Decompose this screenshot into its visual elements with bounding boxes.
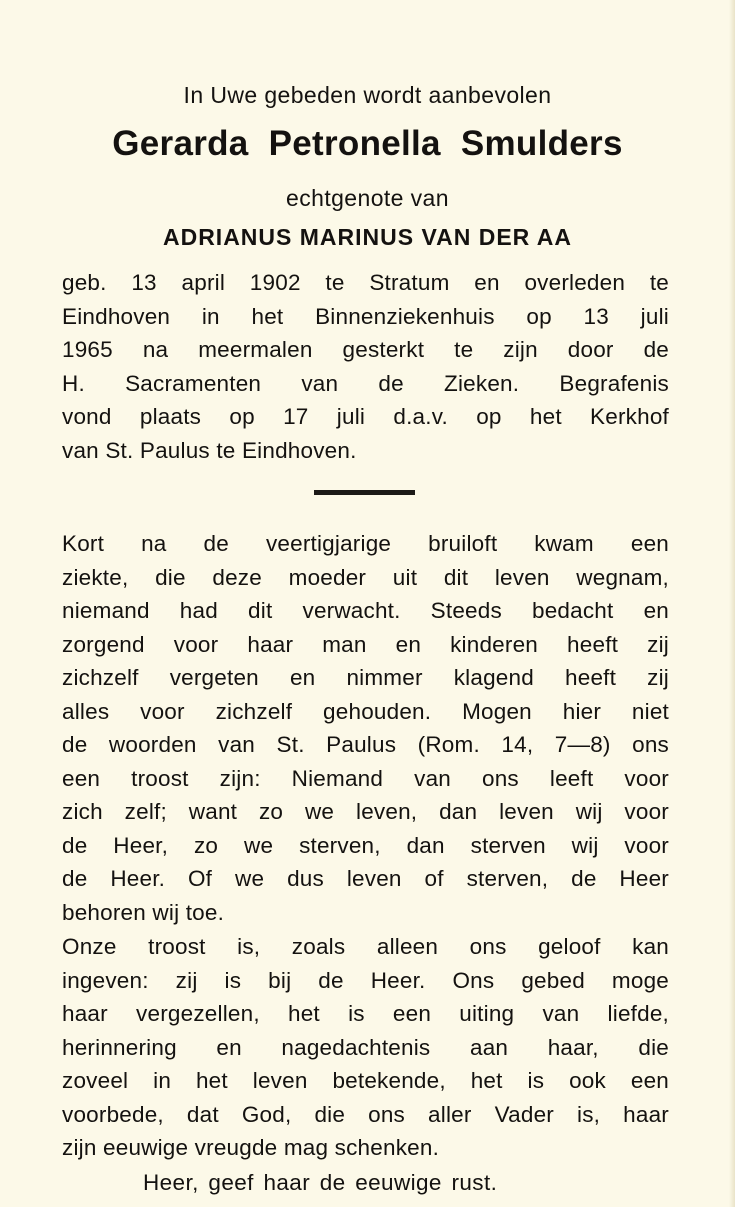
text-line: niemand had dit verwacht. Steeds bedacht en xyxy=(62,598,669,623)
intro-text: In Uwe gebeden wordt aanbevolen xyxy=(183,82,552,108)
bio-line: geb. 13 april 1902 te Stratum en overleden te xyxy=(62,270,669,295)
bio-line: Eindhoven in het Binnenziekenhuis op 13 juli xyxy=(62,303,669,329)
text-line: de Heer, zo we sterven, dan sterven wij voor xyxy=(62,832,669,858)
spouse-intro: echtgenote van xyxy=(286,185,449,211)
divider-rule xyxy=(314,490,415,495)
text-line: zichzelf vergeten en nimmer klagend heeft zij xyxy=(62,665,669,690)
text-line: haar vergezellen, het is een uiting van liefde, xyxy=(62,1001,669,1026)
text-line: alles voor zichzelf gehouden. Mogen hier niet xyxy=(62,698,669,724)
text-line: behoren wij toe. xyxy=(62,899,225,925)
bio-line: 1965 na meermalen gesterkt te zijn door de xyxy=(62,337,669,362)
deceased-name: Gerarda Petronella Smulders xyxy=(112,124,623,163)
closing-prayer: Heer, geef haar de eeuwige rust. xyxy=(143,1170,498,1195)
text-line: een troost zijn: Niemand van ons leeft voor xyxy=(62,765,669,791)
biography-paragraph xyxy=(62,266,669,467)
bio-line: H. Sacramenten van de Zieken. Begrafenis xyxy=(62,370,669,396)
text-line: Onze troost is, zoals alleen ons geloof kan xyxy=(62,934,669,959)
bio-line: van St. Paulus te Eindhoven. xyxy=(62,437,357,463)
text-line: herinnering en nagedachtenis aan haar, die xyxy=(62,1034,669,1060)
spouse-name: ADRIANUS MARINUS VAN DER AA xyxy=(162,224,573,250)
text-line: de Heer. Of we dus leven of sterven, de Heer xyxy=(62,866,669,891)
text-line: Kort na de veertigjarige bruiloft kwam een xyxy=(62,531,669,556)
text-line: voorbede, dat God, die ons aller Vader is, haar xyxy=(62,1101,669,1127)
text-line: ingeven: zij is bij de Heer. Ons gebed moge xyxy=(62,967,669,993)
text-line: zijn eeuwige vreugde mag schenken. xyxy=(62,1135,440,1160)
memorial-paragraph-1 xyxy=(62,527,669,929)
text-line: zich zelf; want zo we leven, dan leven wij voor xyxy=(62,799,669,824)
text-line: ziekte, die deze moeder uit dit leven wegnam, xyxy=(62,564,669,590)
bio-line: vond plaats op 17 juli d.a.v. op het Kerkhof xyxy=(62,404,669,429)
text-line: zoveel in het leven betekende, het is ook een xyxy=(62,1068,669,1093)
memorial-paragraph-2 xyxy=(62,930,669,1165)
text-line: de woorden van St. Paulus (Rom. 14, 7—8) ons xyxy=(62,732,669,757)
text-line: zorgend voor haar man en kinderen heeft zij xyxy=(62,631,669,657)
